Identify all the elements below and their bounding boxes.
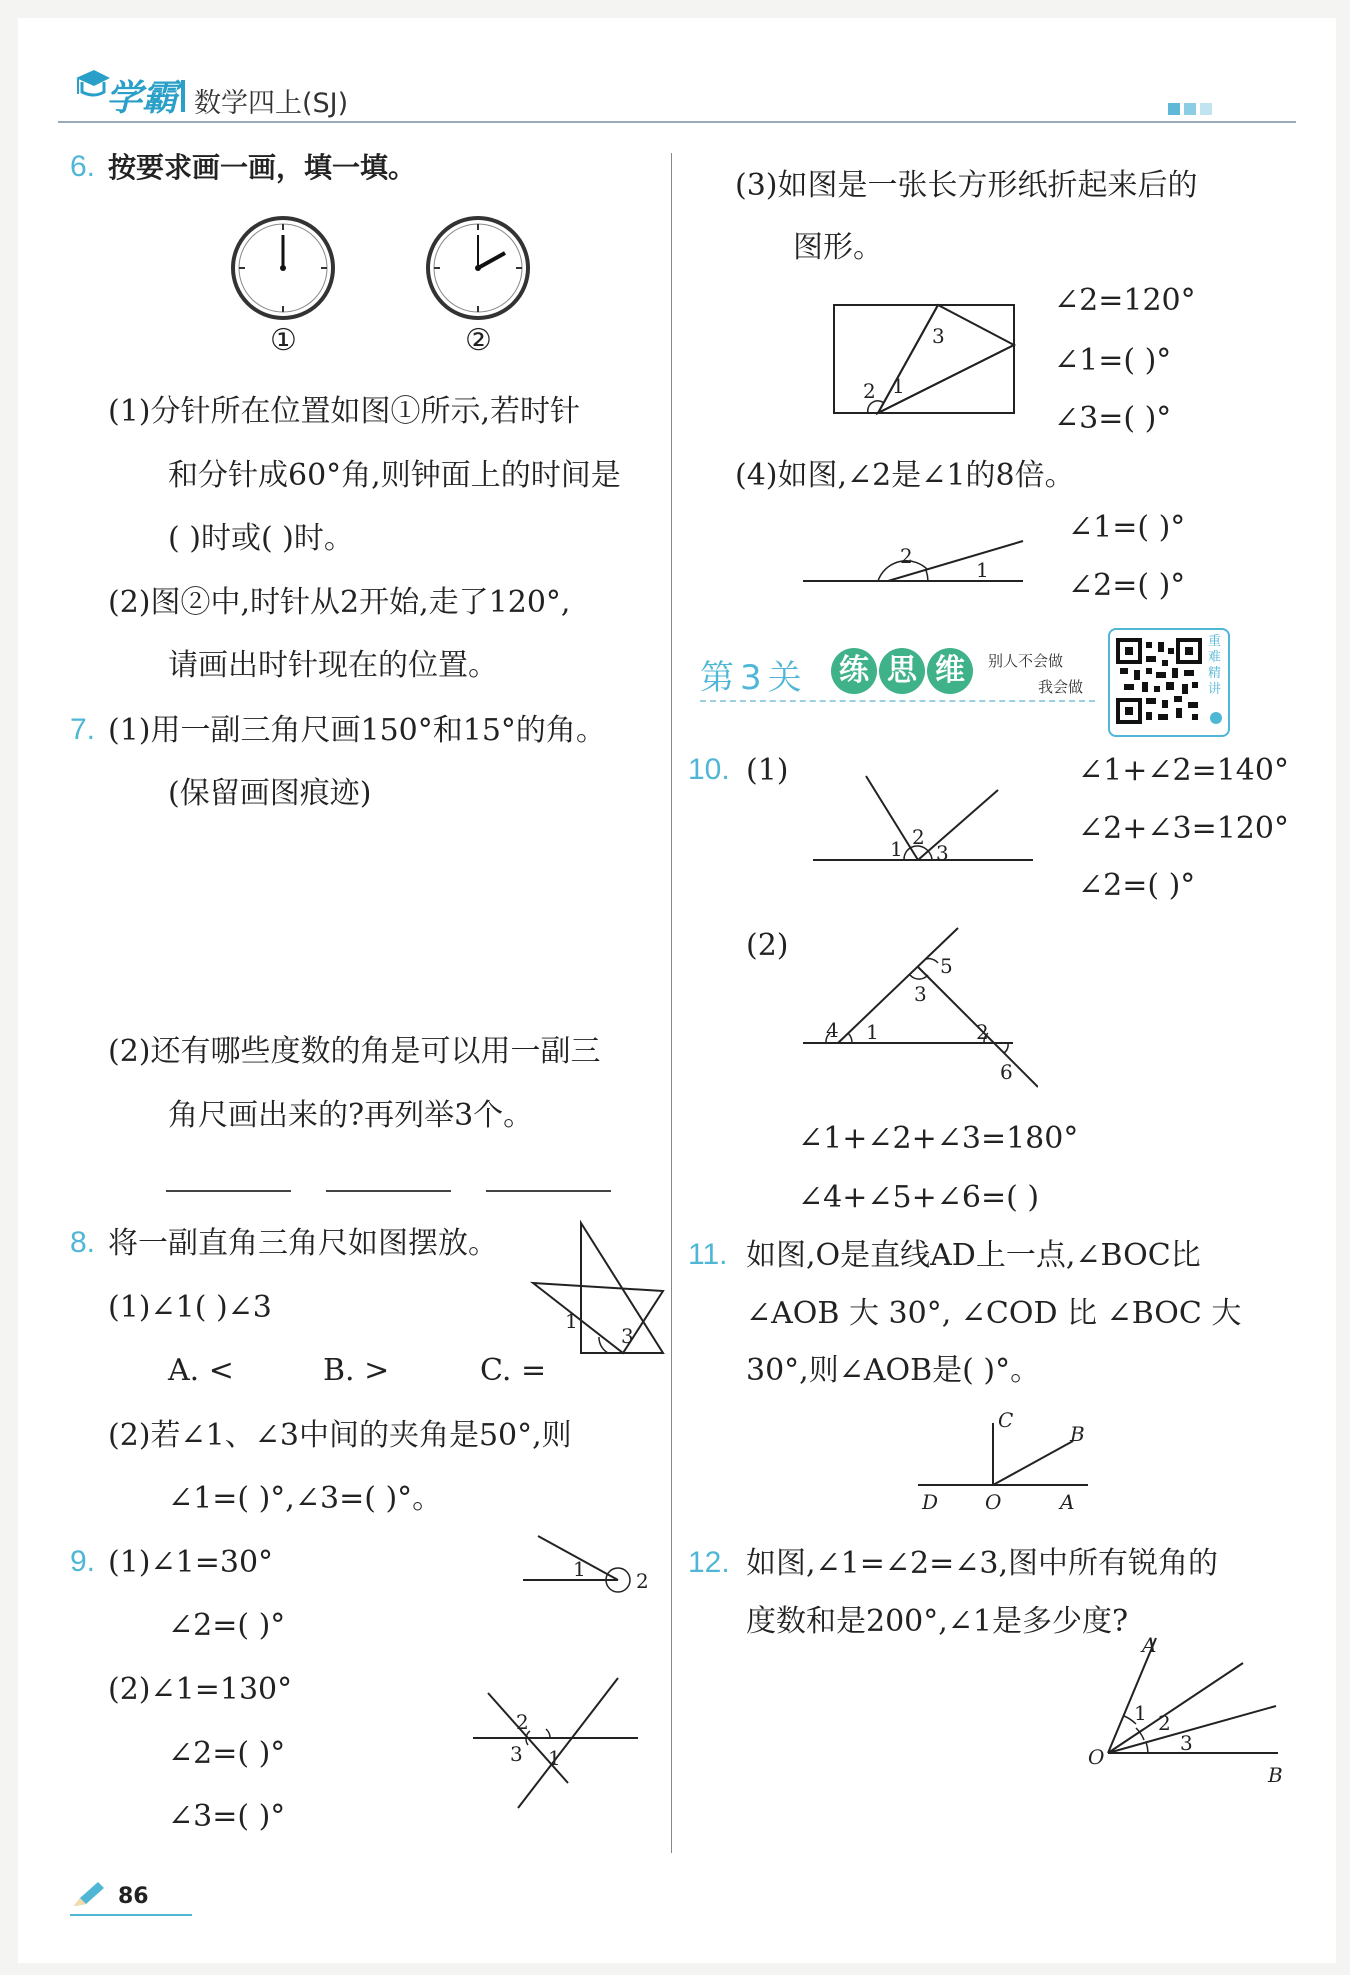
q10-part2-label: (2) xyxy=(746,928,789,963)
workbook-page xyxy=(18,18,1336,1963)
q4-angle-figure xyxy=(798,523,1028,593)
q12-label-O: O xyxy=(1088,1745,1105,1769)
q10-eq-3: ∠1+∠2+∠3=180° xyxy=(798,1121,1079,1156)
q6-part1-line1: (1)分针所在位置如图①所示,若时针 xyxy=(108,394,581,429)
banner-dashed-line xyxy=(700,700,1095,702)
qr-code-icon xyxy=(1116,638,1202,724)
q3-ask-1: ∠1=( )° xyxy=(1054,343,1172,378)
q10-figure-2 xyxy=(798,923,1038,1093)
q6-number: 6. xyxy=(70,150,96,183)
q6-part2-line2: 请画出时针现在的位置。 xyxy=(168,648,498,683)
q6-part1-line2: 和分针成60°角,则钟面上的时间是 xyxy=(168,458,621,493)
logo-text: 学霸 xyxy=(106,78,179,119)
clock-2-figure xyxy=(423,213,533,323)
banner-title xyxy=(831,648,973,694)
clock-1-label: ① xyxy=(270,323,297,358)
q8-title: 将一副直角三角尺如图摆放。 xyxy=(108,1226,498,1261)
q11-figure xyxy=(908,1403,1108,1513)
clock-2-label: ② xyxy=(465,323,492,358)
q7-answer-blank-1[interactable] xyxy=(166,1190,291,1192)
q7-part2-line1: (2)还有哪些度数的角是可以用一副三 xyxy=(108,1034,601,1069)
q11-label-C: C xyxy=(998,1408,1014,1432)
q7-part1-line2: (保留画图痕迹) xyxy=(168,776,372,811)
q10-fig2-label-2: 2 xyxy=(976,1020,989,1044)
q8-part2-line2: ∠1=( )°,∠3=( )°。 xyxy=(168,1481,443,1516)
q7-number: 7. xyxy=(70,713,96,746)
q8-option-b: B. > xyxy=(323,1353,390,1388)
q10-fig2-label-1: 1 xyxy=(866,1020,879,1044)
page-number: 86 xyxy=(118,1884,149,1909)
q7-part2-line2: 角尺画出来的?再列举3个。 xyxy=(168,1098,534,1133)
q10-number: 10. xyxy=(688,753,730,786)
q4-fig-label-2: 2 xyxy=(900,544,913,568)
q4-line1: (4)如图,∠2是∠1的8倍。 xyxy=(735,458,1075,493)
q12-label-B: B xyxy=(1268,1763,1283,1787)
footer-rule xyxy=(70,1914,192,1916)
q9-part2-ask-2: ∠2=( )° xyxy=(168,1736,286,1771)
q11-line2: ∠AOB 大 30°, ∠COD 比 ∠BOC 大 xyxy=(746,1296,1242,1331)
banner-slogan-1: 别人不会做 xyxy=(988,652,1064,670)
q12-label-2: 2 xyxy=(1158,1711,1171,1735)
q7-answer-blank-2[interactable] xyxy=(326,1190,451,1192)
q8-option-c: C. = xyxy=(480,1353,547,1388)
q10-figure-1 xyxy=(808,768,1038,878)
q10-eq-1: ∠1+∠2=140° xyxy=(1078,753,1289,788)
q12-line2: 度数和是200°,∠1是多少度? xyxy=(746,1604,1129,1639)
q3-fig-label-3: 3 xyxy=(932,324,945,348)
q9-fig2-label-2: 2 xyxy=(516,1710,529,1734)
logo-divider xyxy=(181,80,185,112)
q9-part2-given: (2)∠1=130° xyxy=(108,1672,293,1707)
q4-ask-2: ∠2=( )° xyxy=(1068,568,1186,603)
column-divider xyxy=(671,153,672,1853)
q9-part1-given: (1)∠1=30° xyxy=(108,1545,274,1580)
section-banner xyxy=(688,628,1328,743)
q4-fig-label-1: 1 xyxy=(976,558,989,582)
clock-1-figure xyxy=(228,213,338,323)
q10-ask-1: ∠2=( )° xyxy=(1078,868,1196,903)
q12-number: 12. xyxy=(688,1546,730,1579)
q12-label-1: 1 xyxy=(1134,1701,1147,1725)
q10-fig2-label-3: 3 xyxy=(914,982,927,1006)
qr-side-text: 重难精讲 xyxy=(1208,634,1222,697)
q12-label-3: 3 xyxy=(1180,1731,1193,1755)
q10-fig1-label-2: 2 xyxy=(912,825,925,849)
banner-title-char-1: 练 xyxy=(831,648,877,694)
q9-fig2-label-3: 3 xyxy=(510,1742,523,1766)
header-decor-squares xyxy=(1168,100,1212,119)
banner-stage: 第3关 xyxy=(700,658,808,698)
q3-folded-paper-figure xyxy=(818,293,1028,423)
pencil-icon xyxy=(70,1880,110,1910)
q7-part1-line1: (1)用一副三角尺画150°和15°的角。 xyxy=(108,713,606,748)
q10-fig2-label-4: 4 xyxy=(826,1018,839,1042)
q3-fig-label-1: 1 xyxy=(892,374,905,398)
q8-part2-line1: (2)若∠1、∠3中间的夹角是50°,则 xyxy=(108,1418,572,1453)
q3-fig-label-2: 2 xyxy=(863,379,876,403)
q3-line2: 图形。 xyxy=(793,230,883,265)
q9-fig2-label-1: 1 xyxy=(548,1746,561,1770)
q10-fig2-label-5: 5 xyxy=(940,954,953,978)
q9-part2-ask-3: ∠3=( )° xyxy=(168,1799,286,1834)
q9-number: 9. xyxy=(70,1545,96,1578)
q11-line3: 30°,则∠AOB是( )°。 xyxy=(746,1353,1041,1388)
qr-code-panel[interactable] xyxy=(1108,628,1230,737)
q10-eq-2: ∠2+∠3=120° xyxy=(1078,811,1289,846)
q9-fig1-label-2: 2 xyxy=(636,1569,649,1593)
q10-fig1-label-1: 1 xyxy=(890,837,903,861)
q3-given: ∠2=120° xyxy=(1054,283,1196,318)
q8-angle-1-label: 1 xyxy=(565,1309,578,1333)
q8-triangles-figure xyxy=(523,1213,683,1373)
q9-figure-2 xyxy=(468,1673,648,1813)
q7-answer-blank-3[interactable] xyxy=(486,1190,611,1192)
book-title: 数学四上(SJ) xyxy=(194,88,349,119)
q3-line1: (3)如图是一张长方形纸折起来后的 xyxy=(735,168,1198,203)
q10-ask-2: ∠4+∠5+∠6=( ) xyxy=(798,1180,1040,1215)
q6-part1-line3: ( )时或( )时。 xyxy=(168,521,354,556)
banner-slogan-2: 我会做 xyxy=(1038,678,1084,696)
q12-line1: 如图,∠1=∠2=∠3,图中所有锐角的 xyxy=(746,1546,1219,1581)
q10-part1-label: (1) xyxy=(746,753,789,788)
q12-label-A: A xyxy=(1142,1633,1157,1657)
q8-angle-3-label: 3 xyxy=(621,1324,634,1348)
q12-figure xyxy=(1068,1628,1308,1793)
q8-option-a: A. < xyxy=(168,1353,234,1388)
q11-label-D: D xyxy=(922,1490,939,1513)
header-rule xyxy=(58,121,1296,123)
q11-label-O: O xyxy=(985,1490,1002,1513)
header xyxy=(18,18,1336,128)
q11-line1: 如图,O是直线AD上一点,∠BOC比 xyxy=(746,1238,1201,1273)
q3-ask-3: ∠3=( )° xyxy=(1054,401,1172,436)
q9-part1-ask: ∠2=( )° xyxy=(168,1608,286,1643)
q10-fig1-label-3: 3 xyxy=(936,841,949,865)
q8-number: 8. xyxy=(70,1226,96,1259)
q11-number: 11. xyxy=(688,1238,728,1271)
q9-figure-1 xyxy=(518,1528,668,1608)
banner-title-char-3: 维 xyxy=(927,648,973,694)
q11-label-B: B xyxy=(1070,1422,1085,1446)
q9-fig1-label-1: 1 xyxy=(573,1557,586,1581)
q10-fig2-label-6: 6 xyxy=(1000,1060,1013,1084)
q6-title: 按要求画一画，填一填。 xyxy=(108,151,417,184)
banner-title-char-2: 思 xyxy=(879,648,925,694)
q8-part1: (1)∠1( )∠3 xyxy=(108,1290,272,1325)
q11-label-A: A xyxy=(1060,1490,1075,1513)
q4-ask-1: ∠1=( )° xyxy=(1068,510,1186,545)
q6-part2-line1: (2)图②中,时针从2开始,走了120°, xyxy=(108,585,571,620)
play-icon xyxy=(1210,712,1222,724)
